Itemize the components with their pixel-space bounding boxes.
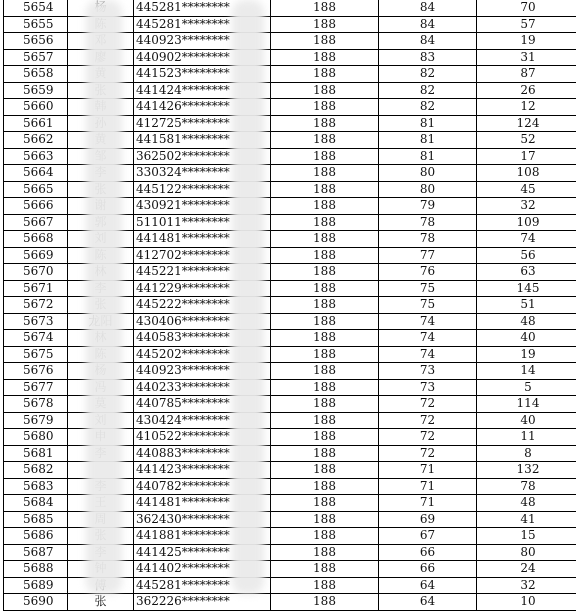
id-number-cell: 445281******** xyxy=(134,577,271,594)
score-cell: 80 xyxy=(379,165,477,182)
id-number-cell: 511011******** xyxy=(134,214,271,231)
id-number-cell: 445122******** xyxy=(134,181,271,198)
score-total-cell: 188 xyxy=(271,330,379,347)
score-total-cell: 188 xyxy=(271,412,379,429)
row-number: 5675 xyxy=(4,346,68,363)
id-number-cell: 440923******** xyxy=(134,33,271,50)
score-cell: 84 xyxy=(379,16,477,33)
rank-cell: 10 xyxy=(477,594,576,611)
rank-cell: 124 xyxy=(477,115,576,132)
score-total-cell: 188 xyxy=(271,445,379,462)
score-total-cell: 188 xyxy=(271,115,379,132)
score-total-cell: 188 xyxy=(271,511,379,528)
rank-cell: 17 xyxy=(477,148,576,165)
score-total-cell: 188 xyxy=(271,214,379,231)
id-number-cell: 440782******** xyxy=(134,478,271,495)
score-total-cell: 188 xyxy=(271,577,379,594)
score-cell: 66 xyxy=(379,561,477,578)
rank-cell: 145 xyxy=(477,280,576,297)
score-cell: 74 xyxy=(379,313,477,330)
score-total-cell: 188 xyxy=(271,181,379,198)
row-number: 5676 xyxy=(4,363,68,380)
id-number-cell: 441481******** xyxy=(134,495,271,512)
score-cell: 76 xyxy=(379,264,477,281)
id-number-cell: 441581******** xyxy=(134,132,271,149)
row-number: 5686 xyxy=(4,528,68,545)
id-number-cell: 441426******** xyxy=(134,99,271,116)
score-cell: 77 xyxy=(379,247,477,264)
id-number-cell: 441425******** xyxy=(134,544,271,561)
id-number-cell: 441423******** xyxy=(134,462,271,479)
score-total-cell: 188 xyxy=(271,264,379,281)
score-total-cell: 188 xyxy=(271,148,379,165)
score-total-cell: 188 xyxy=(271,478,379,495)
rank-cell: 40 xyxy=(477,412,576,429)
score-cell: 81 xyxy=(379,132,477,149)
rank-cell: 63 xyxy=(477,264,576,281)
rank-cell: 14 xyxy=(477,363,576,380)
rank-cell: 8 xyxy=(477,445,576,462)
row-number: 5688 xyxy=(4,561,68,578)
score-total-cell: 188 xyxy=(271,33,379,50)
row-number: 5684 xyxy=(4,495,68,512)
id-number-cell: 445222******** xyxy=(134,297,271,314)
id-number-cell: 412725******** xyxy=(134,115,271,132)
score-cell: 83 xyxy=(379,49,477,66)
id-number-cell: 445202******** xyxy=(134,346,271,363)
score-cell: 78 xyxy=(379,214,477,231)
score-cell: 73 xyxy=(379,379,477,396)
id-number-cell: 445221******** xyxy=(134,264,271,281)
row-number: 5665 xyxy=(4,181,68,198)
id-number-cell: 412702******** xyxy=(134,247,271,264)
score-cell: 67 xyxy=(379,528,477,545)
score-total-cell: 188 xyxy=(271,544,379,561)
score-total-cell: 188 xyxy=(271,313,379,330)
score-total-cell: 188 xyxy=(271,165,379,182)
score-total-cell: 188 xyxy=(271,462,379,479)
score-cell: 74 xyxy=(379,330,477,347)
score-cell: 81 xyxy=(379,148,477,165)
rank-cell: 15 xyxy=(477,528,576,545)
row-number: 5660 xyxy=(4,99,68,116)
row-number: 5690 xyxy=(4,594,68,611)
id-number-cell: 440883******** xyxy=(134,445,271,462)
row-number: 5685 xyxy=(4,511,68,528)
score-total-cell: 188 xyxy=(271,363,379,380)
score-total-cell: 188 xyxy=(271,561,379,578)
rank-cell: 26 xyxy=(477,82,576,99)
row-number: 5681 xyxy=(4,445,68,462)
row-number: 5662 xyxy=(4,132,68,149)
row-number: 5658 xyxy=(4,66,68,83)
row-number: 5683 xyxy=(4,478,68,495)
name-cell: 张 xyxy=(68,594,134,611)
row-number: 5689 xyxy=(4,577,68,594)
rank-cell: 114 xyxy=(477,396,576,413)
id-number-cell: 441481******** xyxy=(134,231,271,248)
score-cell: 72 xyxy=(379,429,477,446)
id-number-cell: 441881******** xyxy=(134,528,271,545)
row-number: 5687 xyxy=(4,544,68,561)
rank-cell: 108 xyxy=(477,165,576,182)
score-cell: 72 xyxy=(379,412,477,429)
id-redaction-blur xyxy=(232,0,264,594)
score-cell: 64 xyxy=(379,594,477,611)
rank-cell: 48 xyxy=(477,495,576,512)
score-cell: 80 xyxy=(379,181,477,198)
rank-cell: 31 xyxy=(477,49,576,66)
score-cell: 81 xyxy=(379,115,477,132)
id-number-cell: 440785******** xyxy=(134,396,271,413)
row-number: 5666 xyxy=(4,198,68,215)
score-total-cell: 188 xyxy=(271,99,379,116)
id-number-cell: 441424******** xyxy=(134,82,271,99)
score-total-cell: 188 xyxy=(271,429,379,446)
score-cell: 71 xyxy=(379,462,477,479)
score-total-cell: 188 xyxy=(271,379,379,396)
score-cell: 72 xyxy=(379,445,477,462)
table-row xyxy=(4,594,576,611)
rank-cell: 12 xyxy=(477,99,576,116)
score-cell: 64 xyxy=(379,577,477,594)
score-cell: 66 xyxy=(379,544,477,561)
row-number: 5682 xyxy=(4,462,68,479)
id-number-cell: 430424******** xyxy=(134,412,271,429)
score-cell: 79 xyxy=(379,198,477,215)
row-number: 5657 xyxy=(4,49,68,66)
score-cell: 84 xyxy=(379,33,477,50)
row-number: 5672 xyxy=(4,297,68,314)
id-number-cell: 441229******** xyxy=(134,280,271,297)
row-number: 5674 xyxy=(4,330,68,347)
id-number-cell: 330324******** xyxy=(134,165,271,182)
row-number: 5656 xyxy=(4,33,68,50)
rank-cell: 48 xyxy=(477,313,576,330)
rank-cell: 78 xyxy=(477,478,576,495)
score-total-cell: 188 xyxy=(271,49,379,66)
score-total-cell: 188 xyxy=(271,396,379,413)
id-number-cell: 440583******** xyxy=(134,330,271,347)
rank-cell: 56 xyxy=(477,247,576,264)
score-cell: 74 xyxy=(379,346,477,363)
rank-cell: 41 xyxy=(477,511,576,528)
id-number-cell: 430921******** xyxy=(134,198,271,215)
row-number: 5673 xyxy=(4,313,68,330)
rank-cell: 132 xyxy=(477,462,576,479)
id-number-cell: 362226******** xyxy=(134,594,271,611)
row-number: 5680 xyxy=(4,429,68,446)
rank-cell: 57 xyxy=(477,16,576,33)
score-cell: 72 xyxy=(379,396,477,413)
rank-cell: 24 xyxy=(477,561,576,578)
score-cell: 82 xyxy=(379,99,477,116)
score-cell: 73 xyxy=(379,363,477,380)
score-total-cell: 188 xyxy=(271,297,379,314)
row-number: 5661 xyxy=(4,115,68,132)
rank-cell: 19 xyxy=(477,346,576,363)
score-cell: 82 xyxy=(379,66,477,83)
score-total-cell: 188 xyxy=(271,231,379,248)
row-number: 5671 xyxy=(4,280,68,297)
score-total-cell: 188 xyxy=(271,16,379,33)
rank-cell: 32 xyxy=(477,577,576,594)
rank-cell: 70 xyxy=(477,0,576,16)
id-number-cell: 440233******** xyxy=(134,379,271,396)
score-total-cell: 188 xyxy=(271,66,379,83)
row-number: 5669 xyxy=(4,247,68,264)
row-number: 5670 xyxy=(4,264,68,281)
id-number-cell: 441402******** xyxy=(134,561,271,578)
score-total-cell: 188 xyxy=(271,280,379,297)
score-total-cell: 188 xyxy=(271,594,379,611)
score-total-cell: 188 xyxy=(271,132,379,149)
score-total-cell: 188 xyxy=(271,198,379,215)
rank-cell: 52 xyxy=(477,132,576,149)
score-total-cell: 188 xyxy=(271,0,379,16)
id-number-cell: 445281******** xyxy=(134,16,271,33)
name-redaction-blur xyxy=(86,0,122,594)
rank-cell: 5 xyxy=(477,379,576,396)
id-number-cell: 430406******** xyxy=(134,313,271,330)
score-total-cell: 188 xyxy=(271,528,379,545)
rank-cell: 32 xyxy=(477,198,576,215)
id-number-cell: 440902******** xyxy=(134,49,271,66)
id-number-cell: 410522******** xyxy=(134,429,271,446)
rank-cell: 51 xyxy=(477,297,576,314)
score-cell: 75 xyxy=(379,297,477,314)
rank-cell: 109 xyxy=(477,214,576,231)
id-number-cell: 362430******** xyxy=(134,511,271,528)
score-total-cell: 188 xyxy=(271,247,379,264)
rank-cell: 45 xyxy=(477,181,576,198)
id-number-cell: 440923******** xyxy=(134,363,271,380)
score-cell: 71 xyxy=(379,478,477,495)
rank-cell: 40 xyxy=(477,330,576,347)
row-number: 5677 xyxy=(4,379,68,396)
row-number: 5654 xyxy=(4,0,68,16)
score-cell: 71 xyxy=(379,495,477,512)
score-cell: 84 xyxy=(379,0,477,16)
score-cell: 82 xyxy=(379,82,477,99)
rank-cell: 74 xyxy=(477,231,576,248)
id-number-cell: 445281******** xyxy=(134,0,271,16)
rank-cell: 19 xyxy=(477,33,576,50)
row-number: 5667 xyxy=(4,214,68,231)
row-number: 5668 xyxy=(4,231,68,248)
id-number-cell: 441523******** xyxy=(134,66,271,83)
score-cell: 69 xyxy=(379,511,477,528)
row-number: 5678 xyxy=(4,396,68,413)
row-number: 5664 xyxy=(4,165,68,182)
row-number: 5655 xyxy=(4,16,68,33)
row-number: 5659 xyxy=(4,82,68,99)
row-number: 5679 xyxy=(4,412,68,429)
rank-cell: 87 xyxy=(477,66,576,83)
rank-cell: 11 xyxy=(477,429,576,446)
score-cell: 75 xyxy=(379,280,477,297)
score-cell: 78 xyxy=(379,231,477,248)
row-number: 5663 xyxy=(4,148,68,165)
rank-cell: 80 xyxy=(477,544,576,561)
score-total-cell: 188 xyxy=(271,495,379,512)
id-number-cell: 362502******** xyxy=(134,148,271,165)
score-total-cell: 188 xyxy=(271,82,379,99)
score-total-cell: 188 xyxy=(271,346,379,363)
